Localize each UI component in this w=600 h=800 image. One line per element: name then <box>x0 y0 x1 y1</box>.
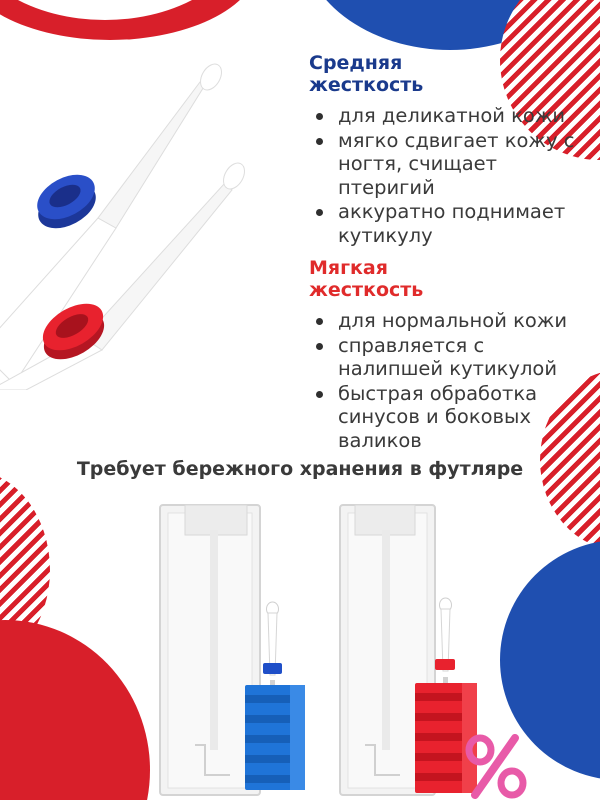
soft-feature-item: справляется с налипшей кутикулой <box>314 334 594 381</box>
soft-title <box>309 257 423 301</box>
red-case <box>340 505 477 795</box>
medium-title-line1: Средняя <box>309 52 403 74</box>
soft-title-line1: Мягкая <box>309 257 388 279</box>
medium-title <box>309 52 423 96</box>
soft-features-list <box>314 309 594 453</box>
soft-title-line2: жесткость <box>309 279 424 301</box>
storage-caption: Требует бережного хранения в футляре <box>76 458 524 480</box>
soft-feature-item: для нормальной кожи <box>314 309 594 333</box>
blue-case <box>160 505 305 795</box>
medium-feature-item: аккуратно поднимает кутикулу <box>314 200 584 247</box>
cuticle-bits-image <box>0 50 300 390</box>
medium-features-list <box>314 104 584 248</box>
medium-title-line2: жесткость <box>309 74 424 96</box>
percent-icon <box>469 738 523 795</box>
bottom-left-red-circle <box>0 620 150 800</box>
soft-feature-item: быстрая обработка синусов и боковых валиков <box>314 382 594 453</box>
bits-in-cases-image <box>150 495 530 800</box>
medium-feature-item: для деликатной кожи <box>314 104 584 128</box>
medium-feature-item: мягко сдвигает кожу с ногтя, счищает птеригий <box>314 129 584 200</box>
